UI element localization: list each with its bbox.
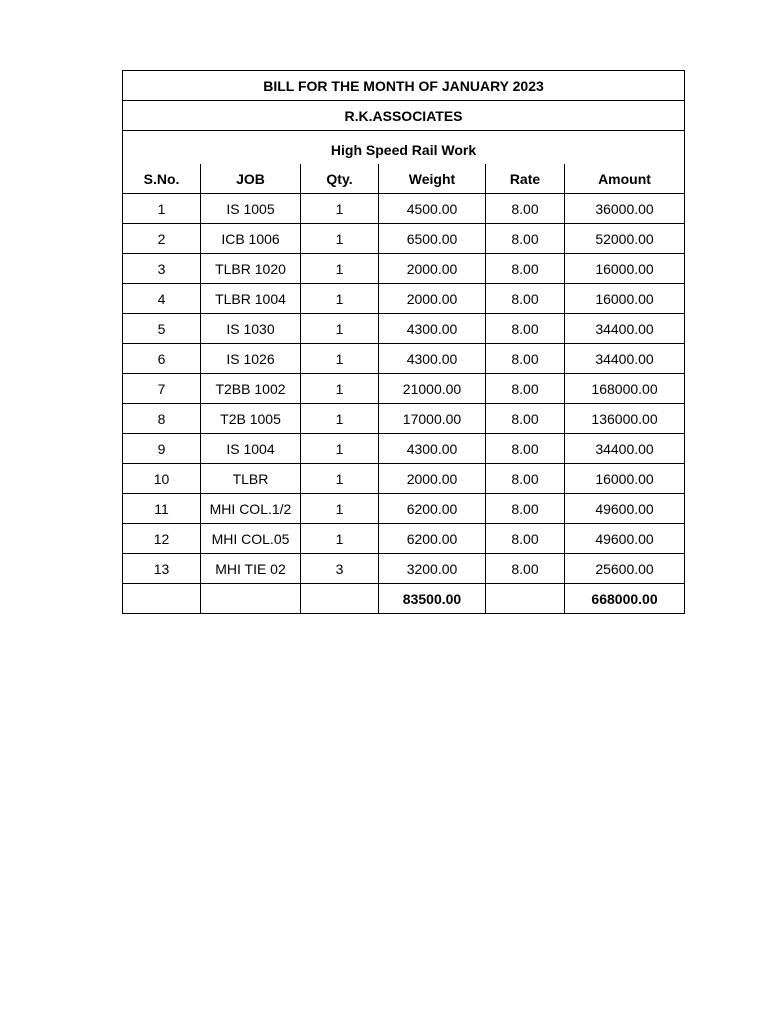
- cell-amount: 34400.00: [565, 314, 685, 344]
- cell-qty: 1: [301, 464, 379, 494]
- cell-qty: 1: [301, 344, 379, 374]
- cell-rate: 8.00: [486, 254, 565, 284]
- cell-sno: 4: [123, 284, 201, 314]
- cell-qty: 1: [301, 524, 379, 554]
- cell-job: IS 1004: [201, 434, 301, 464]
- cell-qty: 1: [301, 494, 379, 524]
- table-row: [123, 194, 685, 224]
- title-row: [123, 71, 685, 101]
- cell-sno: 10: [123, 464, 201, 494]
- cell-qty: 1: [301, 434, 379, 464]
- cell-job: IS 1026: [201, 344, 301, 374]
- cell-qty: 1: [301, 284, 379, 314]
- table-row: [123, 344, 685, 374]
- cell-amount: 49600.00: [565, 494, 685, 524]
- cell-rate: 8.00: [486, 314, 565, 344]
- table-row: [123, 374, 685, 404]
- column-header-sno: S.No.: [123, 164, 201, 194]
- cell-qty: 1: [301, 374, 379, 404]
- cell-sno: 8: [123, 404, 201, 434]
- cell-sno: 1: [123, 194, 201, 224]
- cell-sno: 7: [123, 374, 201, 404]
- total-amount: 668000.00: [565, 584, 685, 614]
- column-header-qty: Qty.: [301, 164, 379, 194]
- cell-sno: 3: [123, 254, 201, 284]
- cell-rate: 8.00: [486, 344, 565, 374]
- cell-job: MHI TIE 02: [201, 554, 301, 584]
- cell-sno: 6: [123, 344, 201, 374]
- cell-amount: 52000.00: [565, 224, 685, 254]
- cell-qty: 1: [301, 224, 379, 254]
- cell-amount: 49600.00: [565, 524, 685, 554]
- cell-rate: 8.00: [486, 284, 565, 314]
- cell-rate: 8.00: [486, 194, 565, 224]
- cell-sno: 9: [123, 434, 201, 464]
- cell-job: IS 1030: [201, 314, 301, 344]
- table-row: [123, 404, 685, 434]
- cell-weight: 6500.00: [379, 224, 486, 254]
- cell-qty: 1: [301, 194, 379, 224]
- total-cell-empty: [201, 584, 301, 614]
- cell-sno: 5: [123, 314, 201, 344]
- cell-job: TLBR 1004: [201, 284, 301, 314]
- cell-qty: 1: [301, 254, 379, 284]
- table-row: [123, 284, 685, 314]
- header-row: [123, 164, 685, 194]
- cell-sno: 11: [123, 494, 201, 524]
- column-header-job: JOB: [201, 164, 301, 194]
- column-header-rate: Rate: [486, 164, 565, 194]
- cell-amount: 136000.00: [565, 404, 685, 434]
- table-row: [123, 224, 685, 254]
- cell-weight: 2000.00: [379, 254, 486, 284]
- cell-weight: 4300.00: [379, 314, 486, 344]
- bill-table: [122, 70, 685, 614]
- cell-rate: 8.00: [486, 404, 565, 434]
- cell-rate: 8.00: [486, 524, 565, 554]
- cell-rate: 8.00: [486, 464, 565, 494]
- total-weight: 83500.00: [379, 584, 486, 614]
- cell-rate: 8.00: [486, 554, 565, 584]
- cell-job: TLBR 1020: [201, 254, 301, 284]
- cell-qty: 1: [301, 404, 379, 434]
- total-cell-empty: [486, 584, 565, 614]
- cell-rate: 8.00: [486, 374, 565, 404]
- cell-weight: 4300.00: [379, 434, 486, 464]
- cell-amount: 25600.00: [565, 554, 685, 584]
- cell-job: MHI COL.1/2: [201, 494, 301, 524]
- cell-amount: 16000.00: [565, 284, 685, 314]
- cell-weight: 4500.00: [379, 194, 486, 224]
- cell-rate: 8.00: [486, 434, 565, 464]
- cell-sno: 13: [123, 554, 201, 584]
- table-row: [123, 524, 685, 554]
- cell-rate: 8.00: [486, 494, 565, 524]
- cell-amount: 36000.00: [565, 194, 685, 224]
- cell-qty: 3: [301, 554, 379, 584]
- cell-sno: 2: [123, 224, 201, 254]
- table-row: [123, 554, 685, 584]
- cell-weight: 3200.00: [379, 554, 486, 584]
- cell-job: IS 1005: [201, 194, 301, 224]
- company-row: [123, 101, 685, 131]
- table-row: [123, 314, 685, 344]
- work-row: [123, 131, 685, 165]
- column-header-amount: Amount: [565, 164, 685, 194]
- column-header-weight: Weight: [379, 164, 486, 194]
- total-row: [123, 584, 685, 614]
- cell-weight: 6200.00: [379, 524, 486, 554]
- bill-title: BILL FOR THE MONTH OF JANUARY 2023: [123, 71, 685, 101]
- cell-rate: 8.00: [486, 224, 565, 254]
- cell-amount: 16000.00: [565, 254, 685, 284]
- cell-amount: 16000.00: [565, 464, 685, 494]
- cell-weight: 4300.00: [379, 344, 486, 374]
- table-row: [123, 494, 685, 524]
- total-cell-empty: [123, 584, 201, 614]
- cell-sno: 12: [123, 524, 201, 554]
- cell-job: T2BB 1002: [201, 374, 301, 404]
- cell-weight: 17000.00: [379, 404, 486, 434]
- bill-table-body: [123, 71, 685, 614]
- cell-weight: 2000.00: [379, 284, 486, 314]
- cell-job: MHI COL.05: [201, 524, 301, 554]
- cell-amount: 34400.00: [565, 434, 685, 464]
- cell-weight: 21000.00: [379, 374, 486, 404]
- cell-job: TLBR: [201, 464, 301, 494]
- cell-job: ICB 1006: [201, 224, 301, 254]
- table-row: [123, 254, 685, 284]
- cell-weight: 2000.00: [379, 464, 486, 494]
- work-description: High Speed Rail Work: [123, 131, 685, 165]
- cell-amount: 168000.00: [565, 374, 685, 404]
- table-row: [123, 464, 685, 494]
- total-cell-empty: [301, 584, 379, 614]
- cell-job: T2B 1005: [201, 404, 301, 434]
- table-row: [123, 434, 685, 464]
- cell-qty: 1: [301, 314, 379, 344]
- cell-amount: 34400.00: [565, 344, 685, 374]
- company-name: R.K.ASSOCIATES: [123, 101, 685, 131]
- cell-weight: 6200.00: [379, 494, 486, 524]
